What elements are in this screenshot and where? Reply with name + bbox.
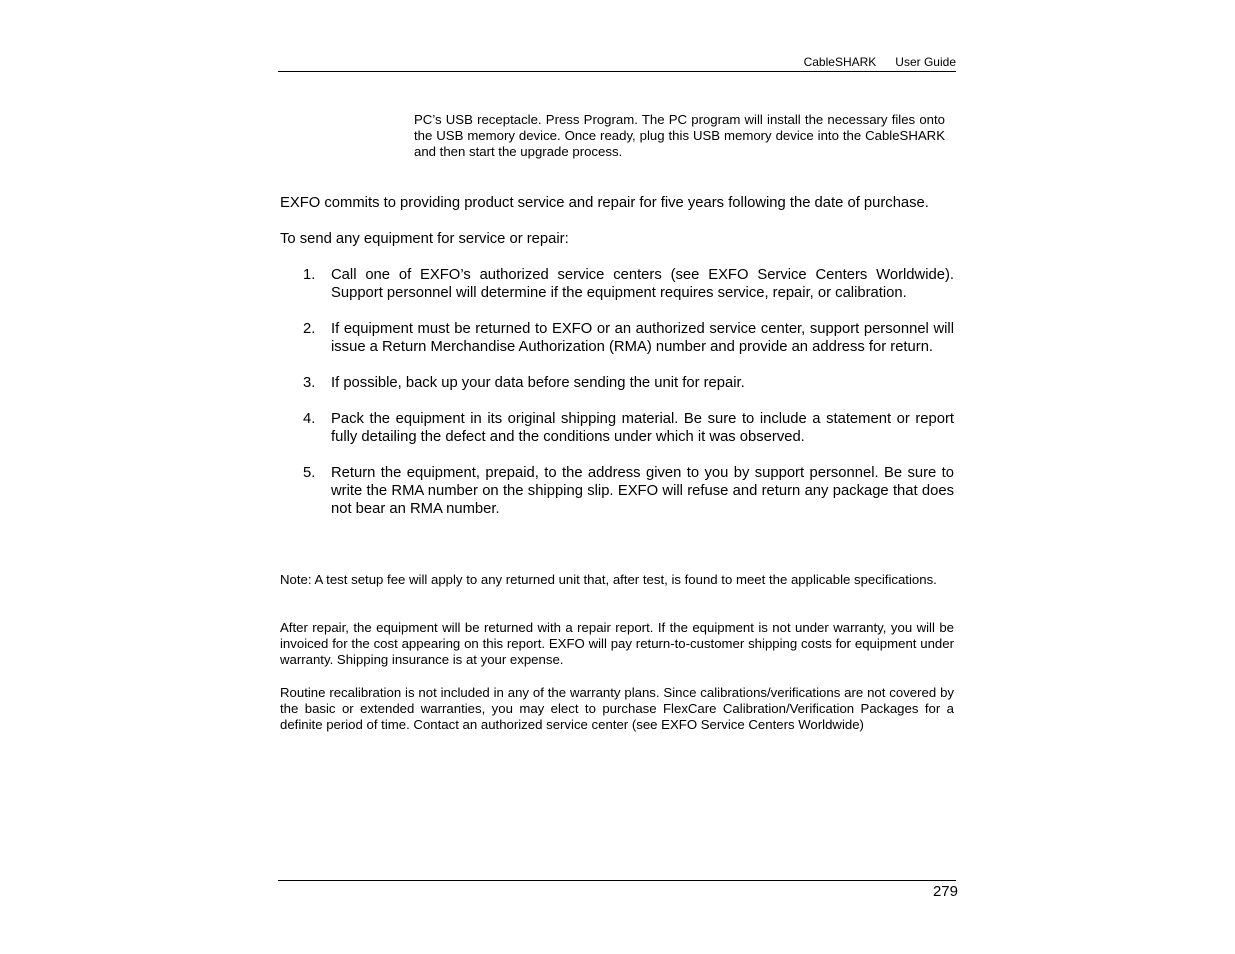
main-content	[280, 194, 954, 536]
send-instructions-lead: To send any equipment for service or repair:	[280, 231, 569, 247]
step-number: 1.	[303, 267, 316, 283]
step-text: Return the equipment, prepaid, to the address given to you by support personnel. Be sure to write the RMA number on the shipping slip. EXFO will refuse and return any package that does not bear an RMA number.	[331, 465, 954, 517]
recalibration-paragraph: Routine recalibration is not included in any of the warranty plans. Since calibrations/verifications are not covered by the basic or extended warranties, you may elect to purchase FlexCare Calibration/Verification Packages for a definite period of time. Contact an authorized service center (see EXFO Service Centers Worldwide)	[280, 685, 954, 733]
warranty-intro-paragraph: EXFO commits to providing product service and repair for five years following the date of purchase.	[280, 195, 929, 211]
step-number: 3.	[303, 375, 316, 391]
step-text: Call one of EXFO’s authorized service centers (see EXFO Service Centers Worldwide). Support personnel will determine if the equipment requires service, repair, or calibration.	[331, 267, 954, 301]
list-item	[280, 320, 954, 356]
page-number: 279	[932, 883, 958, 900]
step-number: 2.	[303, 321, 316, 337]
header-product-name: CableSHARK	[803, 55, 877, 69]
header-guide-title: User Guide	[895, 55, 956, 69]
footer-rule	[278, 880, 956, 881]
list-item	[280, 464, 954, 518]
step-text: Pack the equipment in its original shipping material. Be sure to include a statement or report fully detailing the defect and the conditions under which it was observed.	[331, 411, 954, 445]
header-rule	[278, 71, 956, 72]
list-item	[280, 266, 954, 302]
after-repair-paragraph: After repair, the equipment will be returned with a repair report. If the equipment is not under warranty, you will be invoiced for the cost appearing on this report. EXFO will pay return-to-customer shipping costs for equipment under warranty. Shipping insurance is at your expense.	[280, 620, 954, 668]
running-header	[278, 55, 956, 70]
service-steps-list	[280, 266, 954, 518]
step-text: If equipment must be returned to EXFO or an authorized service center, support personnel will issue a Return Merchandise Authorization (RMA) number and provide an address for return.	[331, 321, 954, 355]
continuation-paragraph: PC’s USB receptacle. Press Program. The PC program will install the necessary files onto the USB memory device. Once ready, plug this USB memory device into the CableSHARK and then start the upgrade process.	[414, 112, 945, 160]
step-text: If possible, back up your data before sending the unit for repair.	[331, 375, 745, 391]
step-number: 4.	[303, 411, 316, 427]
test-fee-note: Note: A test setup fee will apply to any returned unit that, after test, is found to meet the applicable specifications.	[280, 572, 937, 587]
step-number: 5.	[303, 465, 316, 481]
list-item	[280, 374, 954, 392]
list-item	[280, 410, 954, 446]
